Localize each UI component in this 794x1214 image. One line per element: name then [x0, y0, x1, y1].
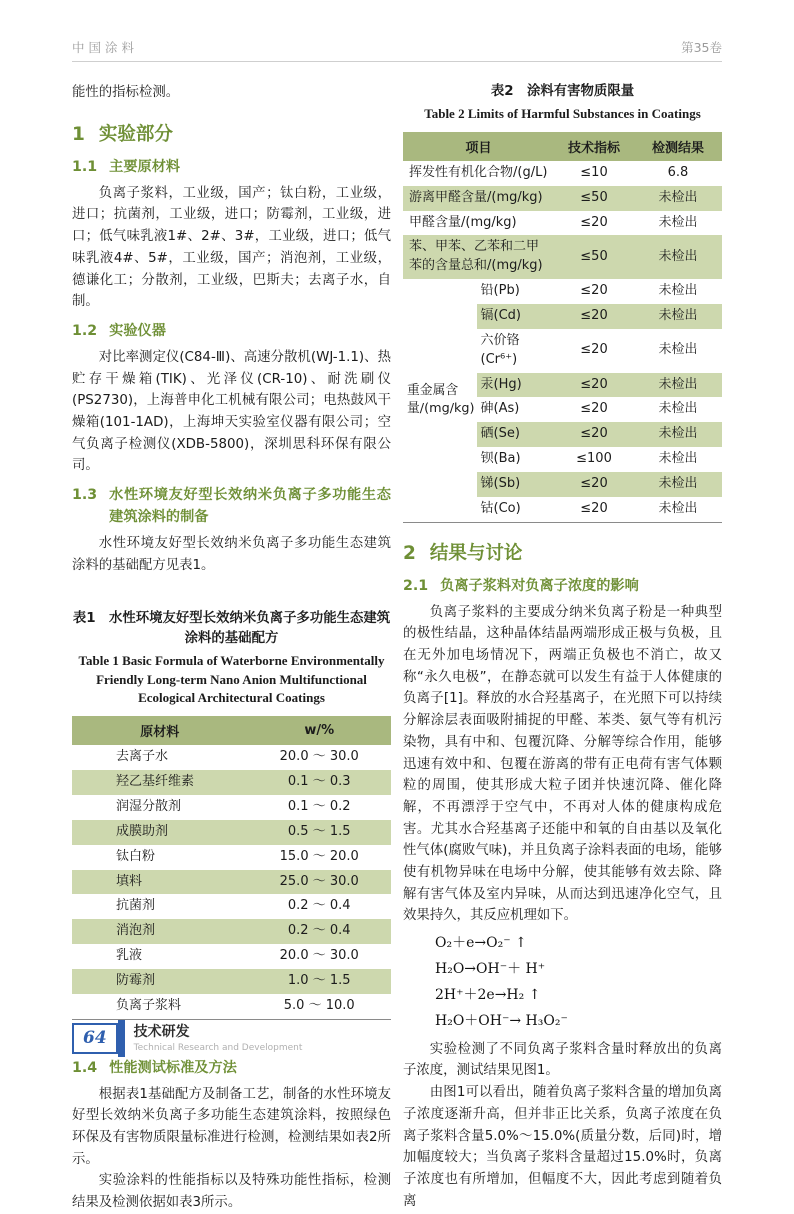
section-number: 2.1	[403, 577, 429, 594]
table-cell: 1.0 ～ 1.5	[287, 972, 351, 988]
section-title: 主要原材料	[109, 158, 181, 175]
table-cell: 0.2 ～ 0.4	[287, 898, 351, 914]
table-cell: 钡(Ba)	[480, 451, 521, 467]
heavy-metals-group-label: 重金属含量/(mg/kg)	[403, 279, 477, 522]
table-row	[403, 235, 722, 279]
table1-header-row	[72, 716, 391, 745]
table-cell: 0.1 ～ 0.3	[287, 774, 351, 790]
table-cell: 去离子水	[116, 749, 169, 765]
section-number: 1	[72, 123, 85, 145]
table-cell: ≤10	[580, 164, 608, 180]
intro-paragraph: 能性的指标检测。	[72, 85, 180, 100]
footer-accent-bar	[118, 1020, 125, 1057]
column-header-percentage: w/%	[247, 716, 391, 745]
section-1-4-paragraph-2: 实验涂料的性能指标以及特殊功能性指标，检测结果及检测依据如表3所示。	[72, 1173, 391, 1211]
table2-caption	[403, 82, 722, 124]
equation-line: 2H⁺＋2e→H₂ ↑	[435, 986, 541, 1003]
column-header-material: 原材料	[72, 716, 247, 745]
table-cell: ≤20	[580, 500, 608, 516]
section-title: 结果与讨论	[429, 542, 523, 564]
equation-line: H₂O＋OH⁻→ H₃O₂⁻	[435, 1012, 568, 1029]
table2-caption-en: Table 2 Limits of Harmful Substances in Coatings	[424, 106, 701, 122]
table2-caption-cn: 表2 涂料有害物质限量	[490, 84, 635, 99]
table-cell: 未检出	[658, 342, 698, 358]
table-cell: ≤20	[580, 283, 608, 299]
table-cell: 0.2 ～ 0.4	[287, 923, 351, 939]
table-cell: 20.0 ～ 30.0	[279, 948, 359, 964]
footer-section-cn: 技术研发	[133, 1024, 190, 1041]
table-cell: 填料	[116, 873, 143, 889]
table2-harmful-substances	[403, 132, 722, 523]
table-cell: 羟乙基纤维素	[116, 774, 195, 790]
column-header-item: 项目	[403, 132, 554, 161]
column-header-limit: 技术指标	[554, 132, 634, 161]
table-cell: 消泡剂	[116, 923, 156, 939]
table-cell: 锑(Sb)	[480, 475, 521, 491]
section-number: 1.1	[72, 158, 98, 175]
table-cell: 未检出	[658, 283, 698, 299]
table-cell: 砷(As)	[480, 401, 520, 417]
table-row	[72, 745, 391, 770]
section-title: 性能测试标准及方法	[109, 1059, 237, 1076]
section-number: 1.3	[72, 487, 98, 504]
section-1-heading	[72, 120, 391, 146]
table-cell: 六价铬(Cr⁶⁺)	[480, 332, 520, 367]
table-row	[72, 770, 391, 795]
reaction-equations	[435, 931, 722, 1035]
section-1-1-paragraph: 负离子浆料，工业级，国产；钛白粉，工业级，进口；抗菌剂，工业级，进口；防霉剂，工业级，进口；低气味乳液1#、2#、3#，工业级，进口；低气味乳液4#、5#，工业级，国产；消泡剂，工业级，德谦化工；分散剂，工业级，巴斯夫；去离子水，自制。	[72, 185, 391, 310]
page-number: 64	[72, 1023, 118, 1054]
page-footer	[72, 1020, 302, 1057]
table-cell: 游离甲醛含量/(mg/kg)	[409, 189, 543, 205]
table-cell: 未检出	[658, 426, 698, 442]
volume-number: 第35卷	[681, 40, 722, 55]
table-cell: 25.0 ～ 30.0	[279, 873, 359, 889]
running-header	[72, 38, 722, 62]
table-cell: 负离子浆料	[116, 997, 182, 1013]
table-cell: 未检出	[658, 500, 698, 516]
table-cell: 成膜助剂	[116, 823, 169, 839]
table-cell: 硒(Se)	[480, 426, 520, 442]
results-paragraph-2: 由图1可以看出，随着负离子浆料含量的增加负离子浓度逐渐升高，但并非正比关系，负离子浓度在负离子浆料含量5.0%～15.0%(质量分数，后同)时，增加幅度较大；当负离子浆料含量超过15.0%时，负离子浓度也有所增加，但幅度不大，因此考虑到随着负离	[403, 1085, 722, 1209]
section-title: 负离子浆料对负离子浓度的影响	[440, 577, 639, 594]
table-cell: ≤20	[580, 401, 608, 417]
table-cell: 未检出	[658, 308, 698, 324]
table-row	[72, 919, 391, 944]
table-cell: 未检出	[658, 451, 698, 467]
table-cell: 未检出	[658, 401, 698, 417]
table-cell: 5.0 ～ 10.0	[283, 997, 355, 1013]
table-row	[72, 820, 391, 845]
table2-header-row	[403, 132, 722, 161]
table-row	[72, 845, 391, 870]
table-cell: 抗菌剂	[116, 898, 156, 914]
table-row	[72, 894, 391, 919]
table-cell: 钛白粉	[116, 848, 156, 864]
footer-section-en: Technical Research and Development	[133, 1042, 303, 1053]
section-number: 1.4	[72, 1059, 98, 1076]
table-cell: 挥发性有机化合物/(g/L)	[409, 164, 548, 180]
section-2-heading	[403, 539, 722, 565]
table-cell: ≤20	[580, 308, 608, 324]
table-cell: 镉(Cd)	[480, 308, 522, 324]
table-row	[72, 870, 391, 895]
section-number: 1.2	[72, 322, 98, 339]
table1-basic-formula	[72, 716, 391, 1019]
table-cell: ≤20	[580, 342, 608, 358]
table-cell: ≤50	[580, 189, 608, 205]
table-cell: 甲醛含量/(mg/kg)	[409, 214, 517, 230]
table-row	[72, 969, 391, 994]
table-cell: 苯、甲苯、乙苯和二甲苯的含量总和/(mg/kg)	[409, 239, 543, 274]
section-title: 实验仪器	[109, 322, 166, 339]
section-1-2-paragraph: 对比率测定仪(C84-Ⅲ)、高速分散机(WJ-1.1)、热贮存干燥箱(TIK)、光泽仪(CR-10)、耐洗刷仪(PS2730)，上海普申化工机械有限公司；电热鼓风干燥箱(101-1AD)，上海坤天实验室仪器有限公司；空气负离子检测仪(XDB-5800)，深圳思科环保有限公司。	[72, 349, 391, 474]
table-cell: 0.5 ～ 1.5	[287, 823, 351, 839]
table-cell: 15.0 ～ 20.0	[279, 848, 359, 864]
table-cell: 防霉剂	[116, 972, 156, 988]
section-1-1-heading	[72, 156, 391, 178]
table-cell: ≤100	[576, 451, 612, 467]
journal-name: 中国涂料	[72, 40, 139, 55]
table-row	[72, 944, 391, 969]
footer-section-label	[134, 1024, 303, 1053]
table-cell: 未检出	[658, 248, 698, 264]
table-row	[403, 211, 722, 236]
table-cell: 20.0 ～ 30.0	[279, 749, 359, 765]
section-1-2-heading	[72, 320, 391, 342]
table1-caption-en: Table 1 Basic Formula of Waterborne Environmentally Friendly Long-term Nano Anion Multifunctional Ecological Architectural Coatings	[78, 652, 385, 706]
right-column	[403, 82, 722, 1214]
table-row	[72, 994, 391, 1019]
table-cell: 未检出	[658, 214, 698, 230]
table-cell: 未检出	[658, 189, 698, 205]
table-cell: 铅(Pb)	[480, 283, 520, 299]
table-cell: 润湿分散剂	[116, 798, 182, 814]
section-title: 水性环境友好型长效纳米负离子多功能生态建筑涂料的制备	[109, 487, 391, 526]
table-cell: ≤20	[580, 214, 608, 230]
table-cell: 乳液	[116, 948, 143, 964]
section-number: 2	[403, 542, 416, 564]
table-cell: 6.8	[667, 164, 689, 180]
table1-caption	[72, 609, 391, 709]
table-row	[403, 161, 722, 186]
table-cell: 汞(Hg)	[480, 376, 522, 392]
table-cell: 钴(Co)	[480, 500, 521, 516]
table-row	[403, 279, 722, 304]
equation-line: H₂O→OH⁻＋ H⁺	[435, 961, 546, 978]
section-1-3-heading	[72, 484, 391, 528]
section-title: 实验部分	[98, 123, 173, 145]
table-cell: ≤20	[580, 426, 608, 442]
results-paragraph-1: 实验检测了不同负离子浆料含量时释放出的负离子浓度，测试结果见图1。	[403, 1041, 722, 1079]
table-row	[72, 795, 391, 820]
equation-line: O₂＋e→O₂⁻ ↑	[435, 935, 527, 952]
table-cell: ≤50	[580, 248, 608, 264]
table-cell: 未检出	[658, 475, 698, 491]
section-2-1-heading	[403, 575, 722, 597]
section-2-1-paragraph: 负离子浆料的主要成分纳米负离子粉是一种典型的极性结晶，这种晶体结晶两端形成正极与负极，且在无外加电场情况下，两端正负极也不消亡，故又称“永久电极”，在静态就可以发生有益于人体健康的负离子[1]。释放的水合羟基离子，在光照下可以持续分解涂层表面吸附捕捉的甲醛、苯类、氨气等有机污染物，具有中和、包覆沉降、分解等综合作用，能够迅速有效中和、包覆在游离的带有正电荷有害气体颗粒的周围，使其形成大粒子团并快速沉降、催化降解，不再漂浮于空气中，不再对人体的健康构成危害。尤其水合羟基离子还能中和氧的自由基以及氧化性气体(腐败气味)，并且负离子涂料表面的电场，能够使有机物异味在电场中分解，使其能够有效去除、降解有害气体及室内异味，从而达到迅速净化空气，且效果持久，其反应机理如下。	[403, 604, 722, 924]
section-1-4-paragraph-1: 根据表1基础配方及制备工艺，制备的水性环境友好型长效纳米负离子多功能生态建筑涂料，按照绿色环保及有害物质限量标准进行检测，检测结果如表2所示。	[72, 1086, 391, 1167]
table-cell: ≤20	[580, 475, 608, 491]
column-header-result: 检测结果	[634, 132, 722, 161]
table-cell: 0.1 ～ 0.2	[287, 798, 351, 814]
table-cell: ≤20	[580, 376, 608, 392]
section-1-4-heading	[72, 1057, 391, 1079]
section-1-3-paragraph: 水性环境友好型长效纳米负离子多功能生态建筑涂料的基础配方见表1。	[72, 536, 391, 573]
table1-caption-cn: 表1 水性环境友好型长效纳米负离子多功能生态建筑涂料的基础配方	[72, 610, 391, 646]
table-cell: 未检出	[658, 376, 698, 392]
table-row	[403, 186, 722, 211]
